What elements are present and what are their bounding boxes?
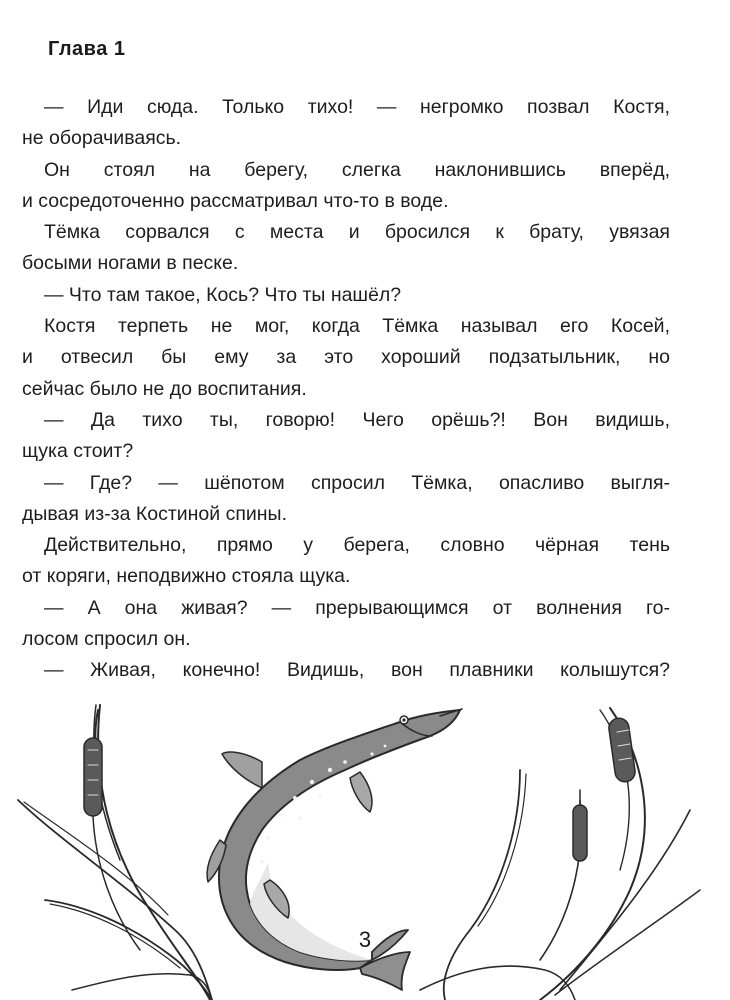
text-line: и сосредоточенно рассматривал что-то в воде. [22,189,449,212]
left-cattails [18,705,212,1000]
text-line: — Где? — шёпотом спросил Тёмка, опасливо выгля- [44,471,670,494]
text-line: босыми ногами в песке. [22,252,239,275]
text-line: лосом спросил он. [22,628,191,651]
text-line: — А она живая? — прерывающимся от волнения го- [44,596,670,619]
text-line: — Да тихо ты, говорю! Чего орёшь?! Вон видишь, [44,408,670,431]
text-line: и отвесил бы ему за это хороший подзатыльник, но [22,346,670,369]
text-line: — Что там такое, Кось? Что ты нашёл? [44,283,402,306]
text-line: — Живая, конечно! Видишь, вон плавники колышутся? [44,659,670,682]
chapter-title: Глава 1 [48,38,126,60]
pike-illustration [0,690,730,1000]
text-line: Действительно, прямо у берега, словно чёрная тень [44,534,670,557]
text-line: — Иди сюда. Только тихо! — негромко позвал Костя, [44,96,670,118]
text-line: Тёмка сорвался с места и бросился к брату, увязая [44,221,670,244]
text-line: от коряги, неподвижно стояла щука. [22,565,351,588]
text-line: Он стоял на берегу, слегка наклонившись вперёд, [44,158,670,181]
page-number: 3 [358,927,372,952]
text-line: Костя терпеть не мог, когда Тёмка называл его Косей, [44,315,670,338]
body-text [22,92,670,687]
text-line: щука стоит? [22,440,134,463]
text-line: сейчас было не до воспитания. [22,377,307,400]
text-line: дывая из-за Костиной спины. [22,502,287,525]
text-line: не оборачиваясь. [22,127,182,150]
right-cattails [420,708,700,1000]
